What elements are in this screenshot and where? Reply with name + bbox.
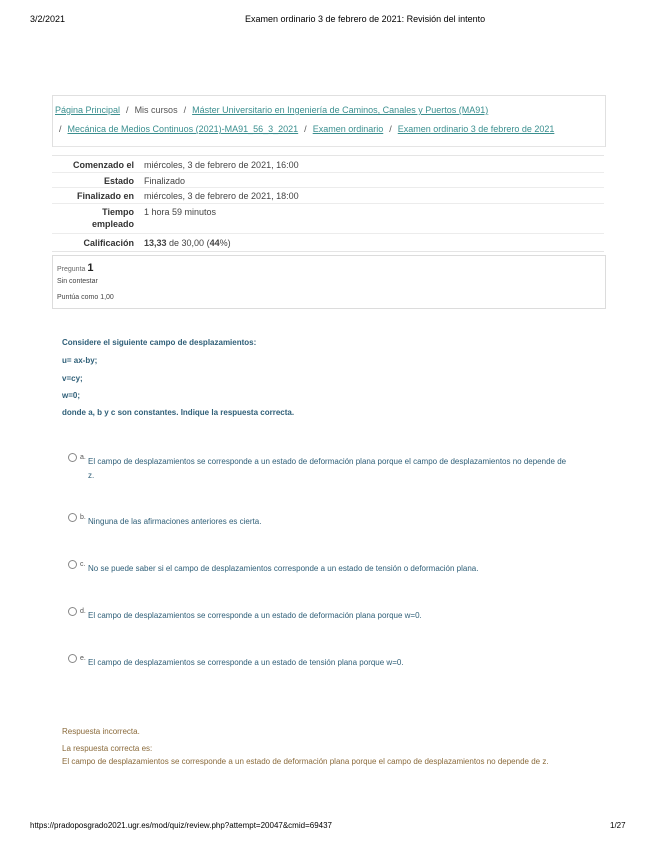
option-d-text[interactable]: El campo de desplazamientos se corresponde a un estado de deformación plana porque w=0. [88,611,422,620]
option-b-text[interactable]: Ninguna de las afirmaciones anteriores es cierta. [88,517,262,526]
summary-row-state [52,172,604,188]
question-text-line: Considere el siguiente campo de desplazamientos: [62,338,257,347]
grade-label: Calificación [83,238,134,248]
state-label: Estado [103,176,134,186]
state-value: Finalizado [144,176,186,186]
option-a-text[interactable]: El campo de desplazamientos se corresponde a un estado de deformación plana porque el campo de desplazamientos no depende de z. [88,457,567,480]
breadcrumb-separator: / [59,124,62,134]
option-e-text[interactable]: El campo de desplazamientos se corresponde a un estado de tensión plana porque w=0. [88,658,404,667]
feedback-correct-answer: El campo de desplazamientos se corresponde a un estado de deformación plana porque el campo de desplazamientos no depende de z. [62,757,549,766]
option-c-letter: c. [80,561,86,568]
breadcrumb-row-1 [55,105,488,115]
question-number: Pregunta 1 [57,262,94,274]
breadcrumb-row-2 [59,124,554,134]
option-b-letter: b. [80,514,86,521]
breadcrumb-separator: / [126,105,129,115]
breadcrumb-separator: / [389,124,392,134]
attempt-summary-table [52,155,604,252]
grade-score: 13,33 [144,238,167,248]
print-title: Examen ordinario 3 de febrero de 2021: Revisión del intento [245,14,486,24]
finished-label: Finalizado en [76,191,134,201]
question-points: Puntúa como 1,00 [57,294,114,301]
option-a-radio[interactable] [68,453,77,462]
question-info-box [52,255,606,309]
grade-percent: 44 [209,238,220,248]
option-c-text[interactable]: No se puede saber si el campo de desplazamientos corresponde a un estado de tensión o deformación plana. [88,564,479,573]
feedback-correct-intro: La respuesta correcta es: [62,744,153,753]
started-label: Comenzado el [72,160,134,170]
breadcrumb-my-courses: Mis cursos [134,105,178,115]
summary-row-finished [52,187,604,204]
summary-row-grade [52,233,604,252]
breadcrumb-exam-link[interactable]: Examen ordinario [312,124,384,134]
breadcrumb-master-link[interactable]: Máster Universitario en Ingeniería de Caminos, Canales y Puertos (MA91) [192,105,489,115]
option-b-radio[interactable] [68,513,77,522]
breadcrumb-attempt-link[interactable]: Examen ordinario 3 de febrero de 2021 [397,124,555,134]
question-text-line: donde a, b y c son constantes. Indique la respuesta correcta. [62,408,295,417]
summary-row-time [52,203,604,234]
question-text-line: v=cy; [62,374,83,383]
breadcrumb-home-link[interactable]: Página Principal [55,105,121,115]
time-label: Tiempo empleado [91,207,134,229]
option-c-radio[interactable] [68,560,77,569]
summary-row-started [52,156,604,172]
print-url: https://pradoposgrado2021.ugr.es/mod/quiz/review.php?attempt=20047&cmid=69437 [30,821,332,830]
breadcrumb-course-link[interactable]: Mecánica de Medios Continuos (2021)-MA91_56_3_2021 [67,124,299,134]
breadcrumb [52,95,606,147]
feedback-incorrect: Respuesta incorrecta. [62,727,140,736]
breadcrumb-separator: / [304,124,307,134]
finished-value: miércoles, 3 de febrero de 2021, 18:00 [144,191,299,201]
option-d-letter: d. [80,608,86,615]
question-status: Sin contestar [57,278,98,285]
breadcrumb-separator: / [183,105,187,115]
option-e-letter: e. [80,655,86,662]
question-text-line: u= ax-by; [62,356,98,365]
option-a-letter: a. [80,454,86,461]
grade-value: 13,33 de 30,00 (44%) [144,238,231,248]
print-date: 3/2/2021 [30,14,66,24]
time-value: 1 hora 59 minutos [144,207,217,217]
option-e-radio[interactable] [68,654,77,663]
question-text-line: w=0; [62,391,81,400]
option-d-radio[interactable] [68,607,77,616]
started-value: miércoles, 3 de febrero de 2021, 16:00 [144,160,299,170]
print-page-number: 1/27 [610,821,626,830]
